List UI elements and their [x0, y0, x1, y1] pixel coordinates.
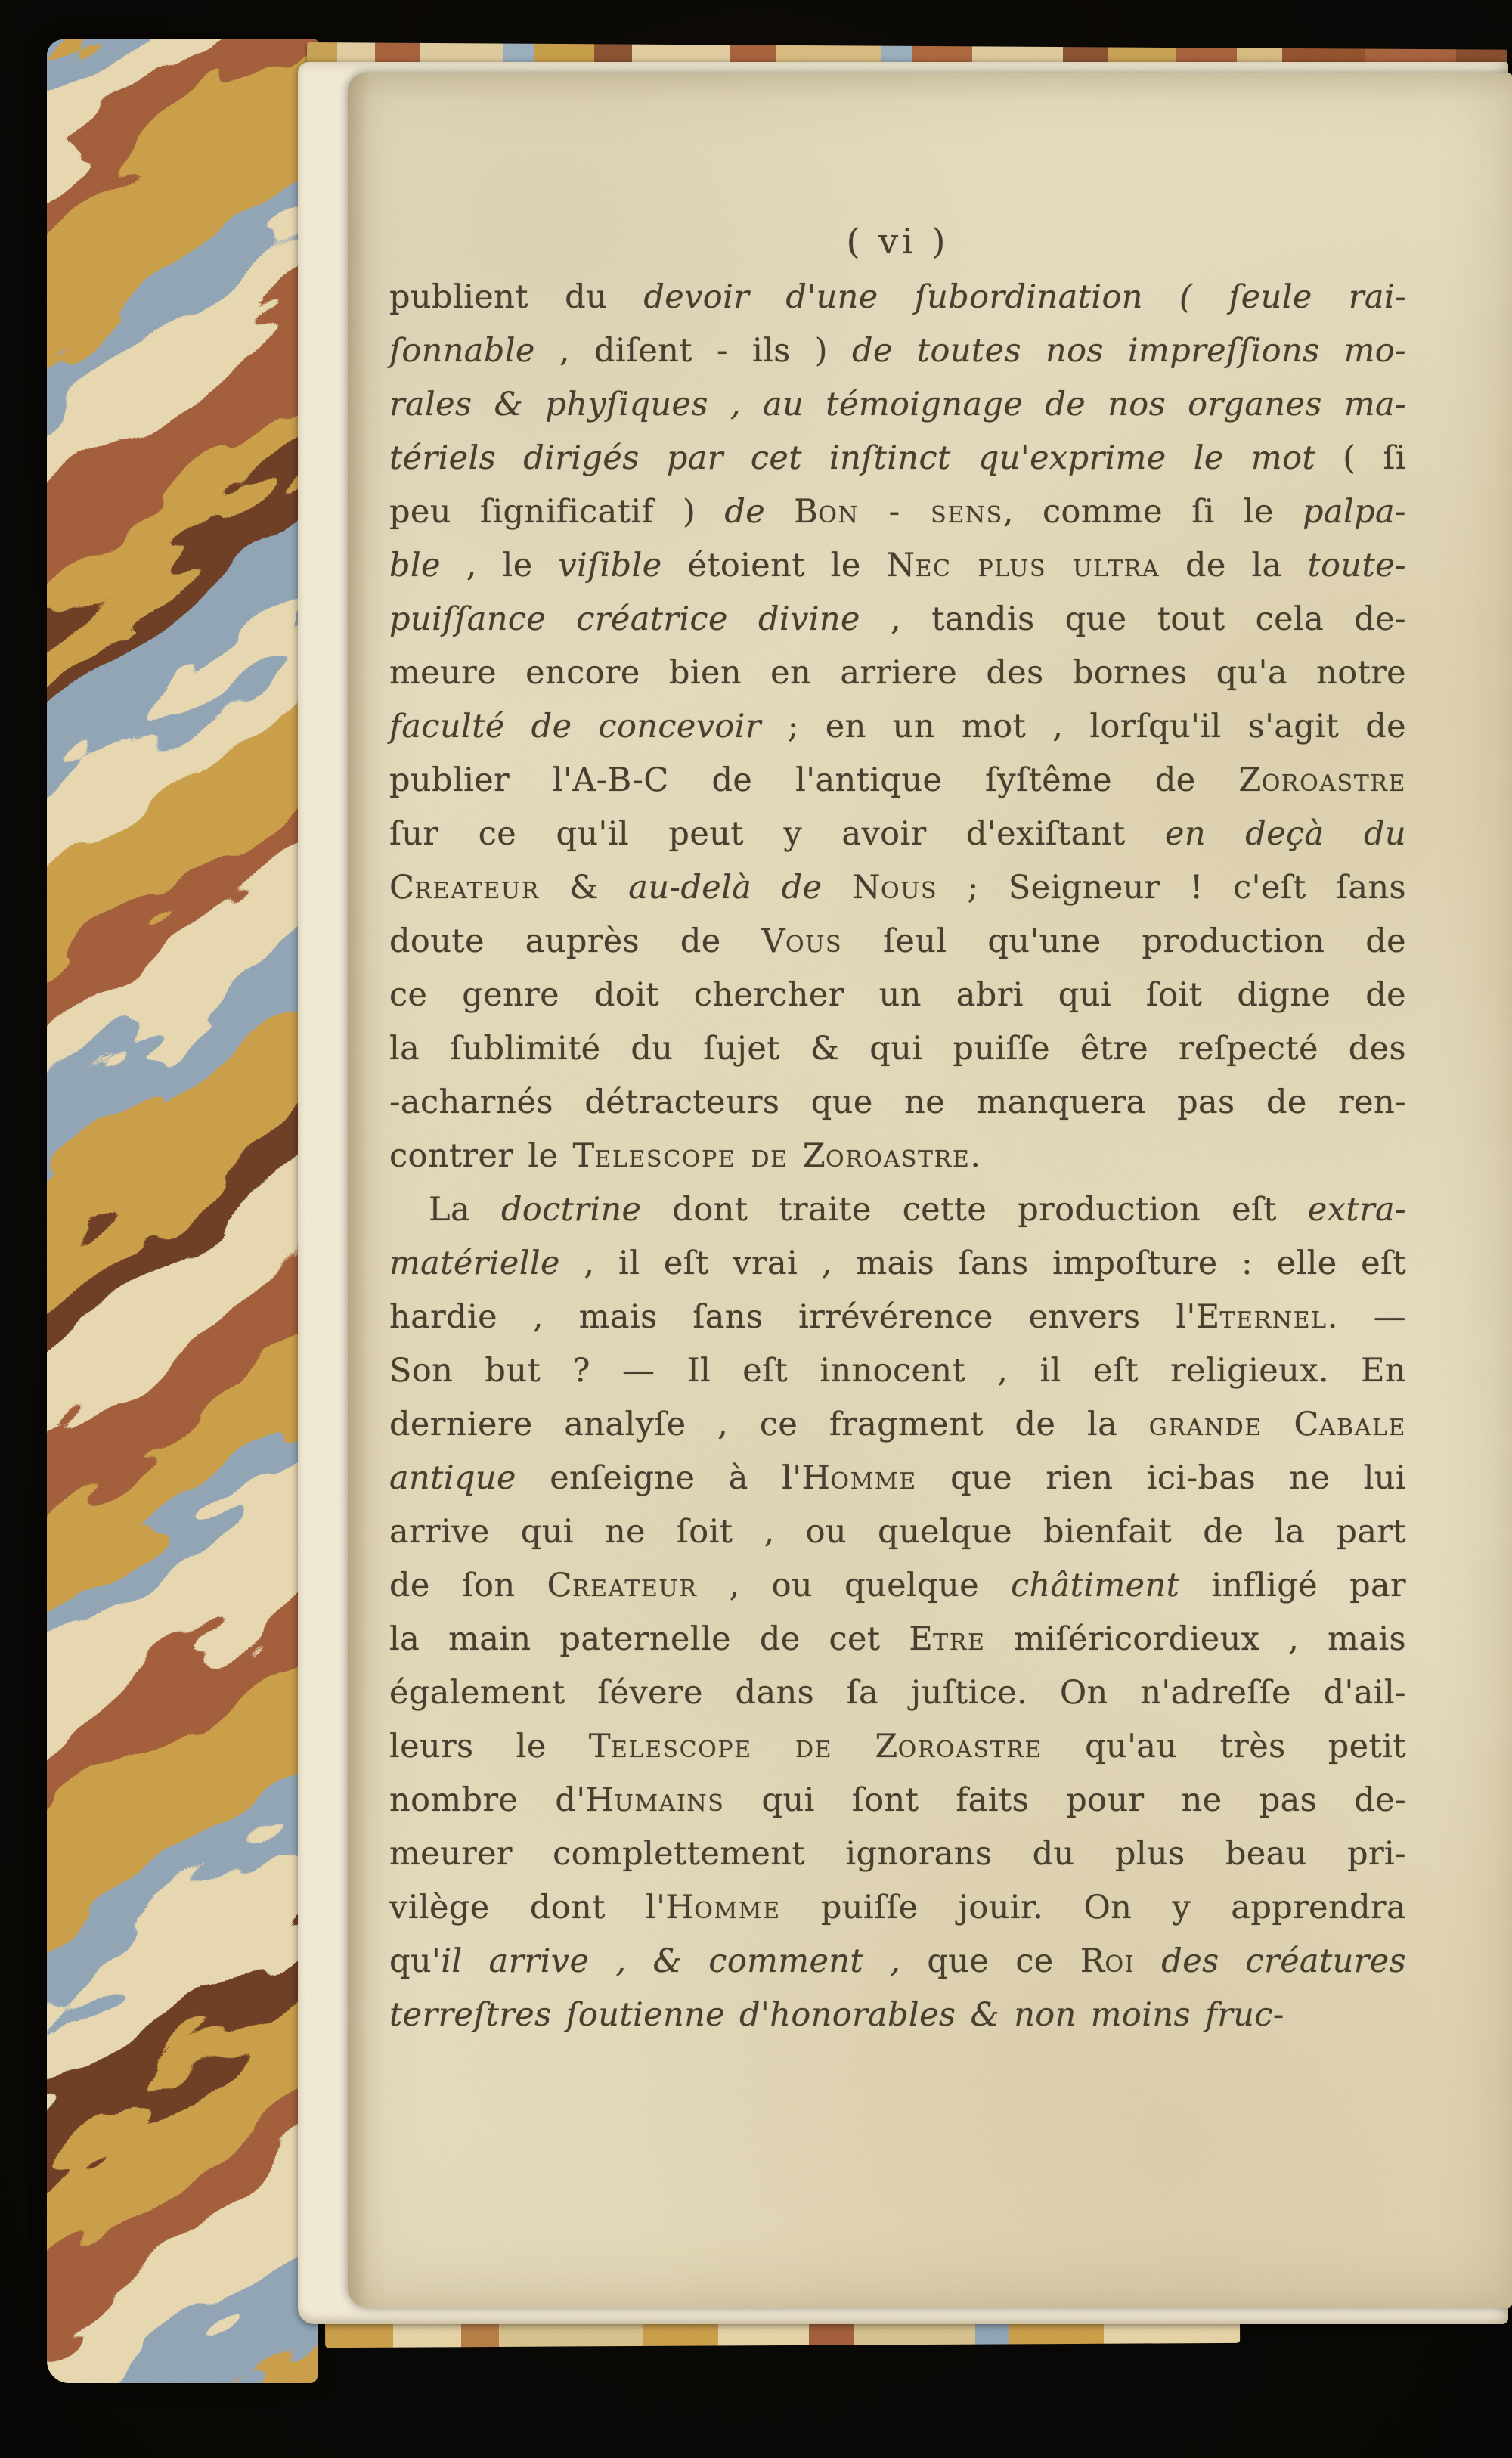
roman-text: peu ſignificatif ) [389, 493, 725, 531]
roman-text: arrive qui ne ſoit , ou quelque bienfait de la part [389, 1513, 1406, 1551]
italic-text: rales & phyſiques , au témoignage de nos organes ma- [389, 386, 1406, 423]
text-line [389, 1237, 1406, 1291]
roman-text: également ſévere dans ſa juſtice. On n'adreſſe d'ail- [389, 1674, 1406, 1712]
text-line [389, 861, 1406, 915]
smallcaps-text: reateur [414, 869, 540, 907]
italic-text: des créatures [1161, 1942, 1406, 1980]
roman-text: B [765, 493, 819, 531]
text-line [389, 646, 1406, 700]
smallcaps-text: omme [694, 1889, 781, 1926]
text-line [389, 271, 1406, 324]
roman-text: Z [832, 1728, 898, 1765]
roman-text: infligé par [1179, 1567, 1406, 1604]
roman-text: derniere analyſe , ce fragment de la [389, 1406, 1149, 1443]
smallcaps-text: oroastre [1261, 761, 1406, 799]
italic-text: matérielle [389, 1244, 560, 1282]
roman-text: La [429, 1191, 501, 1229]
text-line [389, 1827, 1406, 1881]
marbled-endpaper-left [47, 39, 318, 2383]
roman-text: vilège dont l'H [389, 1889, 695, 1926]
smallcaps-text: grande [1148, 1406, 1263, 1443]
text-line [389, 1022, 1406, 1076]
text-line [389, 1559, 1406, 1613]
italic-text: ſonnable [389, 332, 535, 370]
roman-text: hardie , mais ſans irrévérence envers l'E [389, 1298, 1220, 1336]
roman-text: & [539, 869, 629, 907]
smallcaps-text: umains [614, 1781, 725, 1819]
roman-text: , diſent - ils ) [534, 332, 853, 370]
italic-text: puiſſance créatrice divine [389, 600, 860, 638]
italic-text: doctrine [500, 1191, 642, 1229]
roman-text: étoient le N [662, 547, 916, 584]
roman-text: enſeigne à l'H [516, 1459, 831, 1497]
italic-text: de toutes nos impreſſions mo- [852, 332, 1407, 370]
smallcaps-text: ous [785, 922, 843, 960]
text-line [389, 539, 1406, 593]
text-line [389, 1774, 1406, 1827]
roman-text: , ou quelque [697, 1567, 1012, 1604]
roman-text: que ce R [900, 1942, 1105, 1980]
text-line [389, 1988, 1406, 2042]
text-line [389, 1666, 1406, 1720]
roman-text: . — [1327, 1298, 1406, 1336]
italic-text: au-delà de [628, 869, 823, 907]
text-line [389, 432, 1406, 485]
text-line [389, 754, 1406, 807]
smallcaps-text: oroastre [897, 1728, 1043, 1765]
roman-text: qu'au très petit [1042, 1728, 1406, 1765]
roman-text: Z [788, 1137, 826, 1175]
text-line [389, 1291, 1406, 1344]
roman-text: publient du [389, 278, 644, 316]
italic-text: extra- [1307, 1191, 1407, 1229]
italic-text: de [724, 493, 766, 531]
roman-text: puiſſe jouir. On y apprendra [780, 1889, 1407, 1926]
text-line [389, 1076, 1406, 1130]
book-page [348, 73, 1512, 2308]
roman-text: ; en un mot , lorſqu'il s'agit de [761, 708, 1406, 745]
roman-text: C [389, 869, 415, 907]
italic-text: châtiment [1011, 1567, 1180, 1604]
roman-text: C [1262, 1406, 1319, 1443]
roman-text: , comme ſi le [1002, 493, 1303, 531]
text-line [389, 1505, 1406, 1559]
text-line [389, 1183, 1406, 1237]
text-line [389, 485, 1406, 539]
smallcaps-text: oroastre [826, 1137, 971, 1175]
italic-text: il arrive , & comment , [441, 1942, 901, 1980]
roman-text: contrer le T [389, 1137, 595, 1175]
smallcaps-text: elescope de [610, 1728, 833, 1765]
text-line [389, 700, 1406, 754]
roman-text: la main paternelle de cet E [389, 1620, 934, 1658]
roman-text: ( ſi [1315, 439, 1406, 477]
roman-text: nombre d'H [389, 1781, 615, 1819]
text-line [389, 1935, 1406, 1988]
roman-text: , il eſt vrai , mais ſans impoſture : elle eſt [559, 1244, 1406, 1282]
italic-text: palpa- [1302, 493, 1406, 531]
text-line [389, 969, 1406, 1022]
roman-text: Son but ? — Il eſt innocent , il eſt religieux. En [389, 1352, 1406, 1390]
text-line [389, 1398, 1406, 1452]
smallcaps-text: ous [880, 869, 938, 907]
roman-text: . [970, 1137, 981, 1175]
smallcaps-text: reateur [572, 1567, 698, 1604]
roman-text: dont traite cette production eſt [641, 1191, 1308, 1229]
page-number: ( vi ) [846, 221, 950, 262]
smallcaps-text: tre [933, 1620, 986, 1658]
roman-text: miſéricordieux , mais [985, 1620, 1406, 1658]
italic-text: antique [389, 1459, 516, 1497]
italic-text: devoir d'une ſubordination ( ſeule rai- [643, 278, 1406, 316]
italic-text: toute- [1307, 547, 1406, 584]
text-line [389, 1720, 1406, 1774]
text-line [389, 1344, 1406, 1398]
text-line [389, 324, 1406, 378]
italic-text: en deçà du [1164, 815, 1407, 853]
text-line [389, 915, 1406, 969]
italic-text: ble [389, 547, 441, 584]
roman-text: ſur ce qu'il peut y avoir d'exiſtant [389, 815, 1165, 853]
italic-text: terreſtres ſoutienne d'honorables & non moins fruc- [389, 1996, 1284, 2034]
smallcaps-text: ternel [1219, 1298, 1328, 1336]
roman-text: N [822, 869, 881, 907]
roman-text: ce genre doit chercher un abri qui ſoit digne de [389, 976, 1406, 1014]
roman-text: leurs le T [389, 1728, 611, 1765]
text-line [389, 1452, 1406, 1505]
roman-text: ſeul qu'une production de [842, 922, 1407, 960]
smallcaps-text: ec plus ultra [915, 547, 1160, 584]
roman-text: qui ſont faits pour ne pas de- [724, 1781, 1406, 1819]
smallcaps-text: on - sens [818, 493, 1003, 531]
smallcaps-text: elescope de [594, 1137, 789, 1175]
smallcaps-text: omme [830, 1459, 917, 1497]
roman-text: que rien ici-bas ne lui [916, 1459, 1406, 1497]
text-line [389, 1613, 1406, 1666]
smallcaps-text: abale [1318, 1406, 1406, 1443]
roman-text: qu' [389, 1942, 442, 1980]
roman-text: , tandis que tout cela de- [860, 600, 1406, 638]
roman-text: la ſublimité du ſujet & qui puiſſe être reſpecté des [389, 1030, 1406, 1068]
roman-text: doute auprès de V [389, 922, 785, 960]
roman-text: -acharnés détracteurs que ne manquera pas de ren- [389, 1083, 1406, 1121]
roman-text: , le [440, 547, 559, 584]
roman-text: de la [1160, 547, 1308, 584]
smallcaps-text: oi [1105, 1942, 1136, 1980]
italic-text: tériels dirigés par cet inſtinct qu'exprime le mot [389, 439, 1316, 477]
text-line [389, 593, 1406, 646]
text-line [389, 1881, 1406, 1935]
roman-text: de ſon C [389, 1567, 572, 1604]
text-line [389, 1130, 1406, 1183]
italic-text: viſible [558, 547, 662, 584]
italic-text: faculté de concevoir [389, 708, 761, 745]
text-line [389, 807, 1406, 861]
text-line [389, 378, 1406, 432]
roman-text: ; Seigneur ! c'eſt ſans [937, 869, 1406, 907]
roman-text [1135, 1942, 1161, 1980]
roman-text: meurer complettement ignorans du plus beau pri- [389, 1835, 1406, 1873]
roman-text: meure encore bien en arriere des bornes qu'a notre [389, 654, 1406, 692]
page-text [389, 271, 1406, 2042]
roman-text: publier l'A-B-C de l'antique ſyſtême de Z [389, 761, 1262, 799]
